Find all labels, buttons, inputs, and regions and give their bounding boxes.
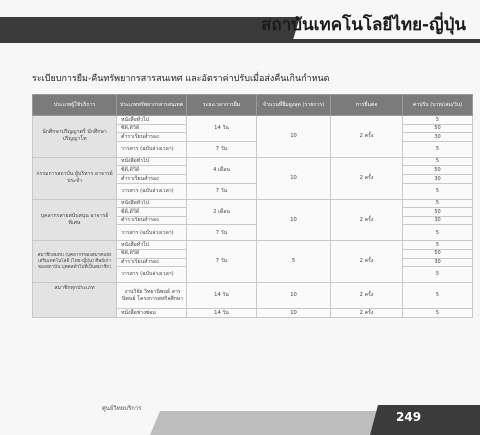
material-cell: ตำราเรียนสำรอง <box>117 174 187 183</box>
material-cell: ซีดี,ดีวีดี <box>117 124 187 133</box>
max-items-cell: 5 <box>257 241 331 283</box>
period-cell: 7 วัน <box>187 225 257 241</box>
page-number: 249 <box>396 410 422 424</box>
material-cell: ตำราเรียนสำรอง <box>117 258 187 267</box>
fine-cell: 5 <box>403 283 473 309</box>
period-cell: 14 วัน <box>187 283 257 309</box>
fine-cell: 50 <box>403 166 473 175</box>
fine-cell: 30 <box>403 258 473 267</box>
fine-cell: 30 <box>403 133 473 142</box>
column-header: ระยะเวลาการยืม <box>187 95 257 116</box>
period-cell: 4 เดือน <box>187 157 257 183</box>
user-type-cell: กรรมการสถาบัน ผู้บริหาร อาจารย์ประจำ <box>33 157 117 199</box>
material-cell: วารสาร (ฉบับล่วงเวลา) <box>117 141 187 157</box>
renew-cell: 2 ครั้ง <box>331 309 403 318</box>
fine-cell: 5 <box>403 116 473 125</box>
column-header: การยืมต่อ <box>331 95 403 116</box>
table-row <box>33 157 473 166</box>
period-cell: 14 วัน <box>187 309 257 318</box>
renew-cell: 2 ครั้ง <box>331 283 403 309</box>
renew-cell: 2 ครั้ง <box>331 116 403 158</box>
period-cell: 2 เดือน <box>187 199 257 225</box>
user-type-cell: นักศึกษาปริญญาตรี นักศึกษาปริญญาโท <box>33 116 117 158</box>
table-row <box>33 283 473 309</box>
fine-cell: 5 <box>403 157 473 166</box>
material-cell: ตำราเรียนสำรอง <box>117 133 187 142</box>
user-type-cell: สมาชิกสมทบ (บุคลากรของสมาคมส่งเสริมเทคโนโลยี (ไทย-ญี่ปุ่น) ศิษย์เก่าของสถาบัน บุคคลทั่วไปที่เป็นสมาชิก) <box>33 241 117 283</box>
user-type-cell: สมาชิกทุกประเภท <box>33 283 117 318</box>
material-cell: วารสาร (ฉบับล่วงเวลา) <box>117 225 187 241</box>
column-header: ค่าปรับ (บาท/เล่ม/วัน) <box>403 95 473 116</box>
user-type-cell: บุคลากรสายสนับสนุน อาจารย์พิเศษ <box>33 199 117 241</box>
fine-cell: 5 <box>403 183 473 199</box>
table-row <box>33 199 473 208</box>
fine-cell: 5 <box>403 225 473 241</box>
footer-label: ศูนย์วิทยบริการ <box>102 405 142 412</box>
period-cell: 7 วัน <box>187 141 257 157</box>
table-header-row <box>33 95 473 116</box>
period-cell: 7 วัน <box>187 241 257 283</box>
material-cell: หนังสือช่างซ่อม <box>117 309 187 318</box>
fine-cell: 50 <box>403 249 473 258</box>
material-cell: หนังสือทั่วไป <box>117 199 187 208</box>
fine-cell: 50 <box>403 124 473 133</box>
renew-cell: 2 ครั้ง <box>331 199 403 241</box>
section-subtitle: ระเบียบการยืม-คืนทรัพยากรสารสนเทศ และอัตราค่าปรับเมื่อส่งคืนเกินกำหนด <box>32 74 330 84</box>
material-cell: หนังสือทั่วไป <box>117 241 187 250</box>
loan-rules-table <box>32 94 473 318</box>
fine-cell: 5 <box>403 141 473 157</box>
material-cell: วารสาร (ฉบับล่วงเวลา) <box>117 267 187 283</box>
material-cell: หนังสือทั่วไป <box>117 116 187 125</box>
period-cell: 14 วัน <box>187 116 257 142</box>
max-items-cell: 10 <box>257 157 331 199</box>
table-row <box>33 116 473 125</box>
max-items-cell: 10 <box>257 283 331 309</box>
material-cell: ซีดี,ดีวีดี <box>117 166 187 175</box>
column-header: จำนวนที่ยืมสูงสุด (รายการ) <box>257 95 331 116</box>
max-items-cell: 10 <box>257 309 331 318</box>
fine-cell: 5 <box>403 241 473 250</box>
fine-cell: 30 <box>403 174 473 183</box>
material-cell: ตำราเรียนสำรอง <box>117 216 187 225</box>
fine-cell: 50 <box>403 208 473 217</box>
table-row <box>33 241 473 250</box>
material-cell: ซีดี,ดีวีดี <box>117 208 187 217</box>
material-cell: งานวิจัย วิทยานิพนธ์ สารนิพนธ์ โครงการสหกิจศึกษา <box>117 283 187 309</box>
institute-title: สถาบันเทคโนโลยีไทย-ญี่ปุ่น <box>261 15 466 35</box>
column-header: ประเภททรัพยากรสารสนเทศ <box>117 95 187 116</box>
renew-cell: 2 ครั้ง <box>331 157 403 199</box>
fine-cell: 5 <box>403 267 473 283</box>
material-cell: หนังสือทั่วไป <box>117 157 187 166</box>
fine-cell: 30 <box>403 216 473 225</box>
max-items-cell: 10 <box>257 199 331 241</box>
fine-cell: 5 <box>403 309 473 318</box>
renew-cell: 2 ครั้ง <box>331 241 403 283</box>
max-items-cell: 10 <box>257 116 331 158</box>
material-cell: วารสาร (ฉบับล่วงเวลา) <box>117 183 187 199</box>
period-cell: 7 วัน <box>187 183 257 199</box>
material-cell: ซีดี,ดีวีดี <box>117 249 187 258</box>
fine-cell: 5 <box>403 199 473 208</box>
column-header: ประเภทผู้ใช้บริการ <box>33 95 117 116</box>
